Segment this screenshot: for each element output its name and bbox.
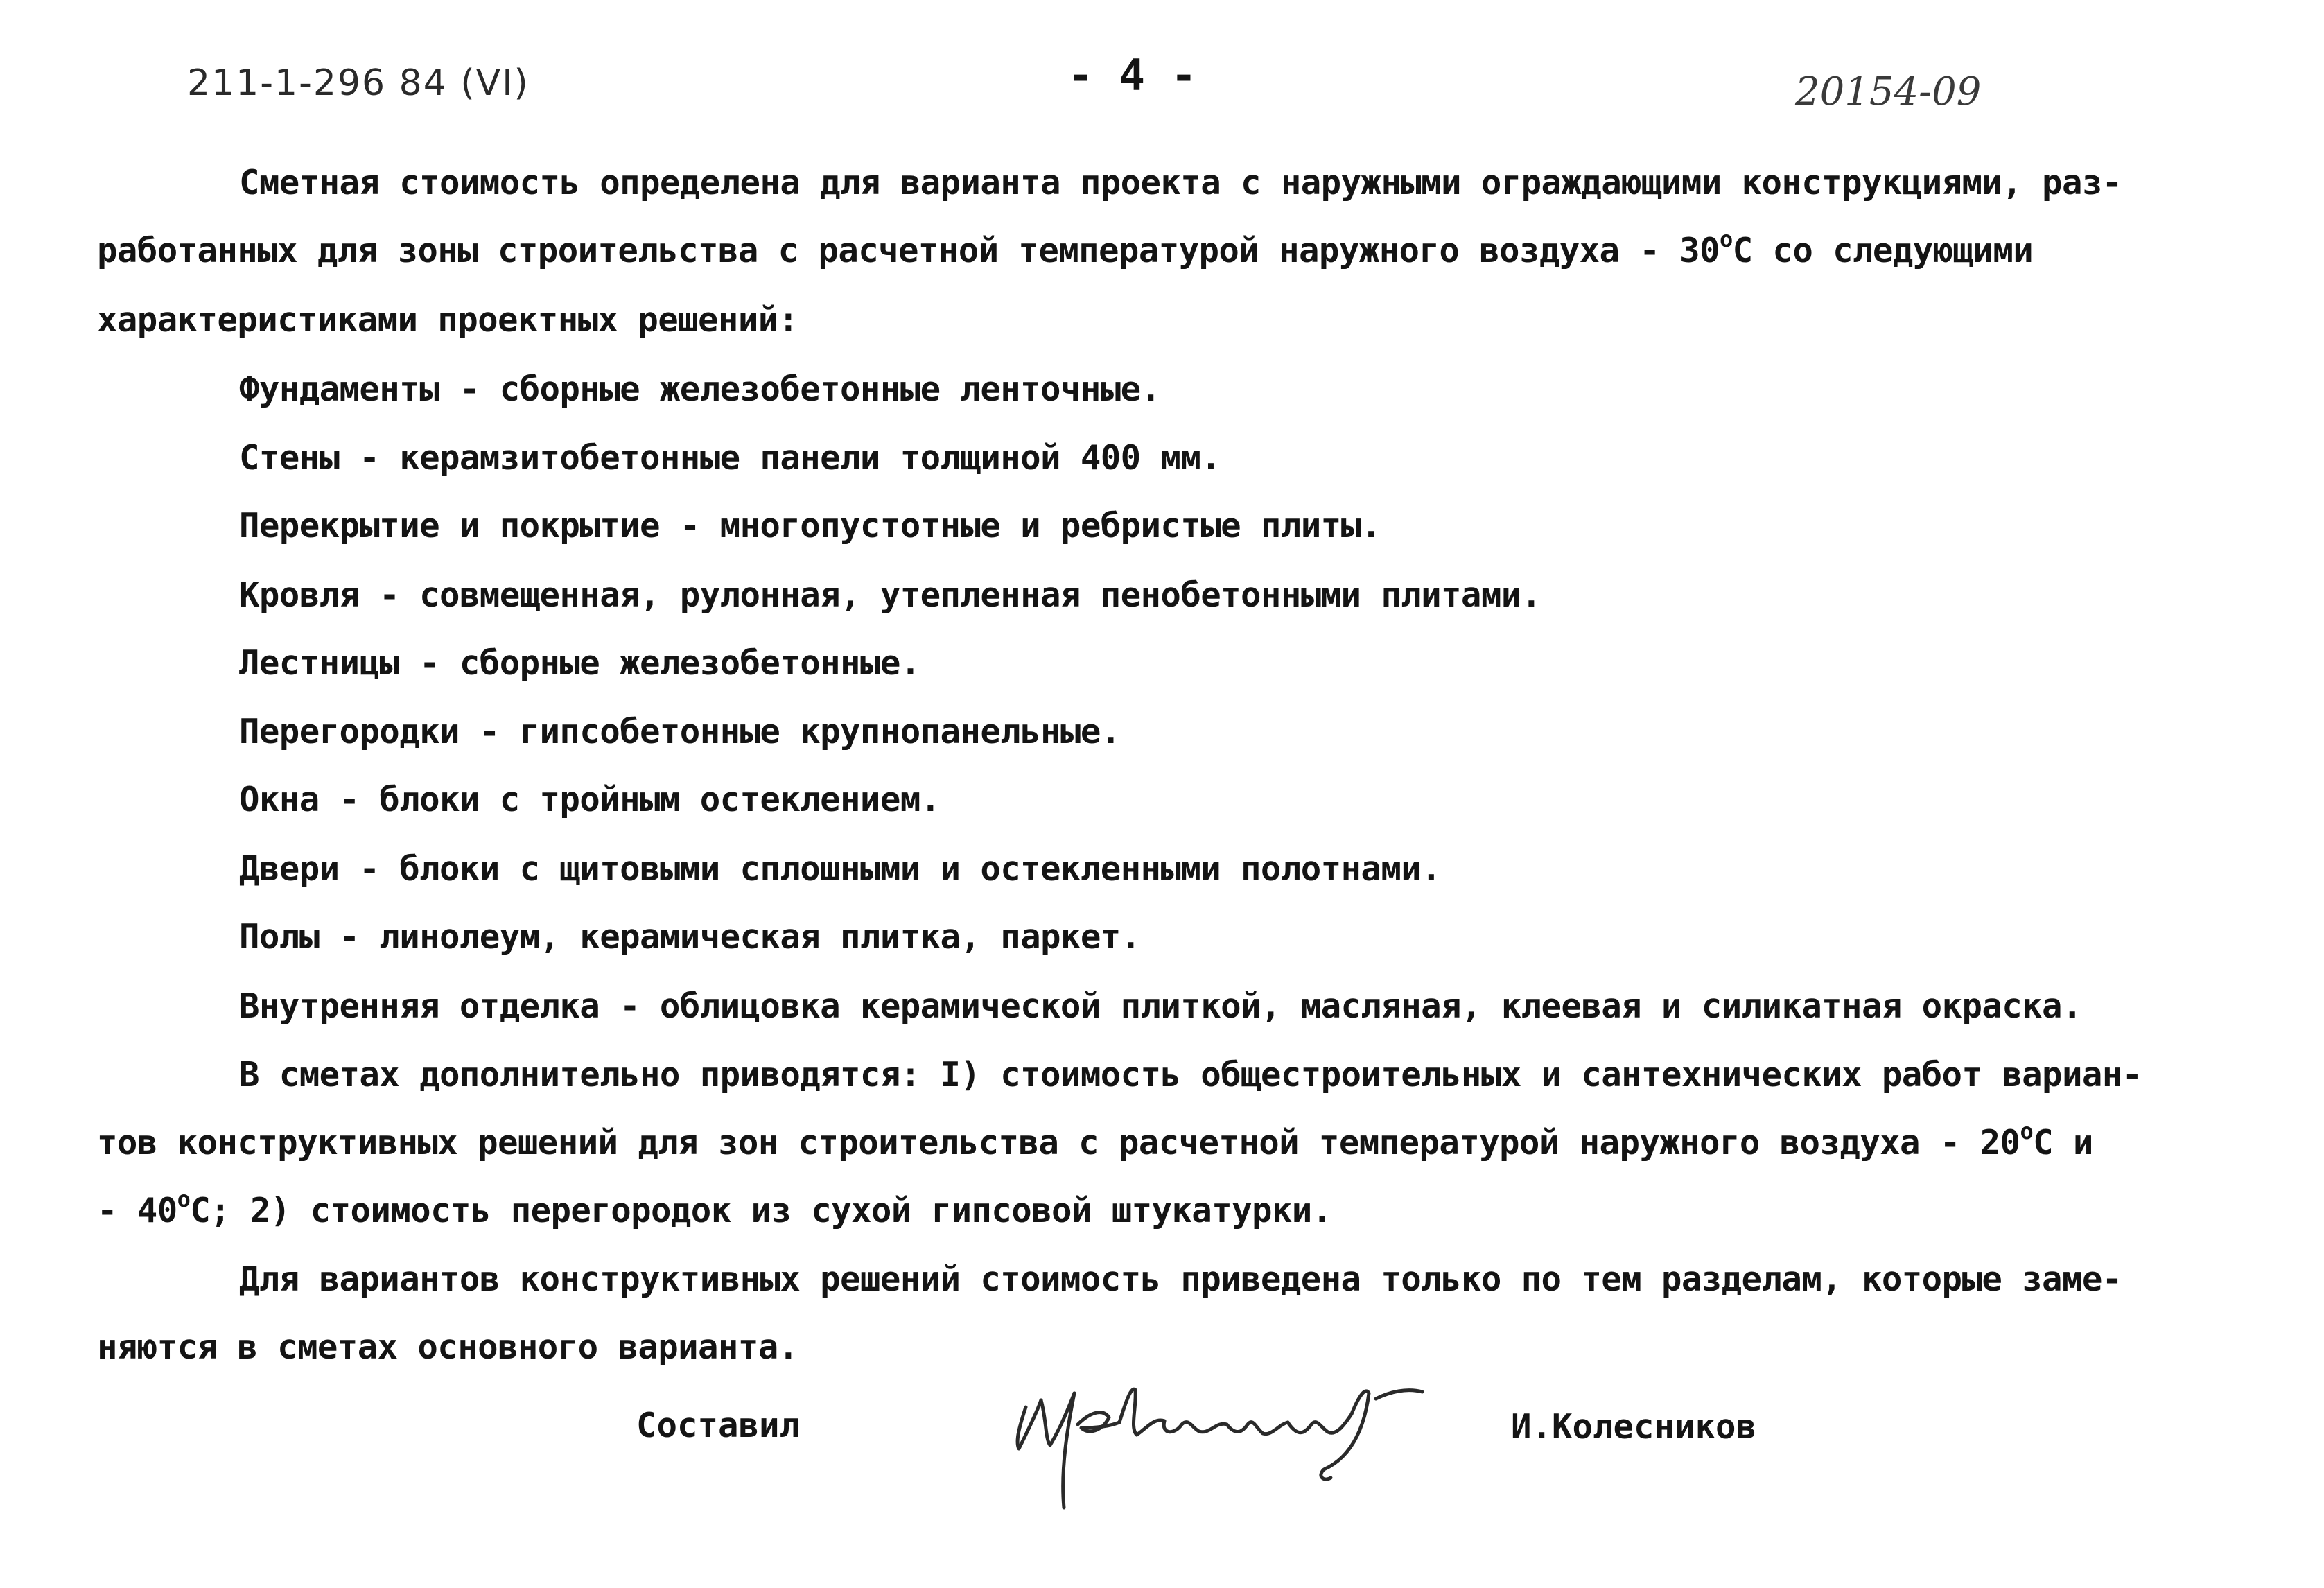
body-line: Окна - блоки с тройным остеклением. — [239, 780, 941, 819]
body-line: Кровля - совмещенная, рулонная, утепленная пенобетонными плитами. — [239, 575, 1541, 615]
body-line: Фундаменты - сборные железобетонные ленточные. — [239, 369, 1161, 409]
archive-number: 20154-09 — [1795, 69, 1982, 114]
page-number: - 4 - — [1067, 50, 1197, 101]
signatory-name: И.Колесников — [1511, 1407, 1757, 1447]
body-line: Полы - линолеум, керамическая плитка, паркет. — [239, 917, 1141, 957]
body-line: Лестницы - сборные железобетонные. — [239, 643, 920, 683]
body-line: Перекрытие и покрытие - многопустотные и ребристые плиты. — [239, 506, 1381, 546]
body-line: няются в сметах основного варианта. — [97, 1327, 798, 1367]
body-line: тов конструктивных решений для зон строительства с расчетной температурой наружного воздуха - 20$^o$С и — [97, 1118, 2093, 1162]
document-code: 211-1-296 84 (VI) — [187, 62, 530, 104]
signature-label: Составил — [636, 1406, 801, 1445]
body-line: Двери - блоки с щитовыми сплошными и остекленными полотнами. — [239, 849, 1442, 889]
body-line: Перегородки - гипсобетонные крупнопанельные. — [239, 712, 1121, 751]
body-line: работанных для зоны строительства с расчетной температурой наружного воздуха - 30$^o$С со следующими — [97, 226, 2034, 270]
body-line: Внутренняя отделка - облицовка керамической плиткой, масляная, клеевая и силикатная окраска. — [239, 986, 2082, 1026]
body-line: Стены - керамзитобетонные панели толщиной 400 мм. — [239, 438, 1221, 478]
body-line: Для вариантов конструктивных решений стоимость приведена только по тем разделам, которые заме- — [239, 1259, 2122, 1299]
body-line: В сметах дополнительно приводятся: I) стоимость общестроительных и сантехнических работ вариан- — [239, 1055, 2142, 1094]
handwritten-signature — [998, 1359, 1428, 1518]
body-line: характеристиками проектных решений: — [97, 300, 798, 340]
body-line: - 40$^o$С; 2) стоимость перегородок из сухой гипсовой штукатурки. — [97, 1186, 1332, 1230]
body-line: Сметная стоимость определена для варианта проекта с наружными ограждающими конструкциями, раз- — [239, 163, 2122, 202]
